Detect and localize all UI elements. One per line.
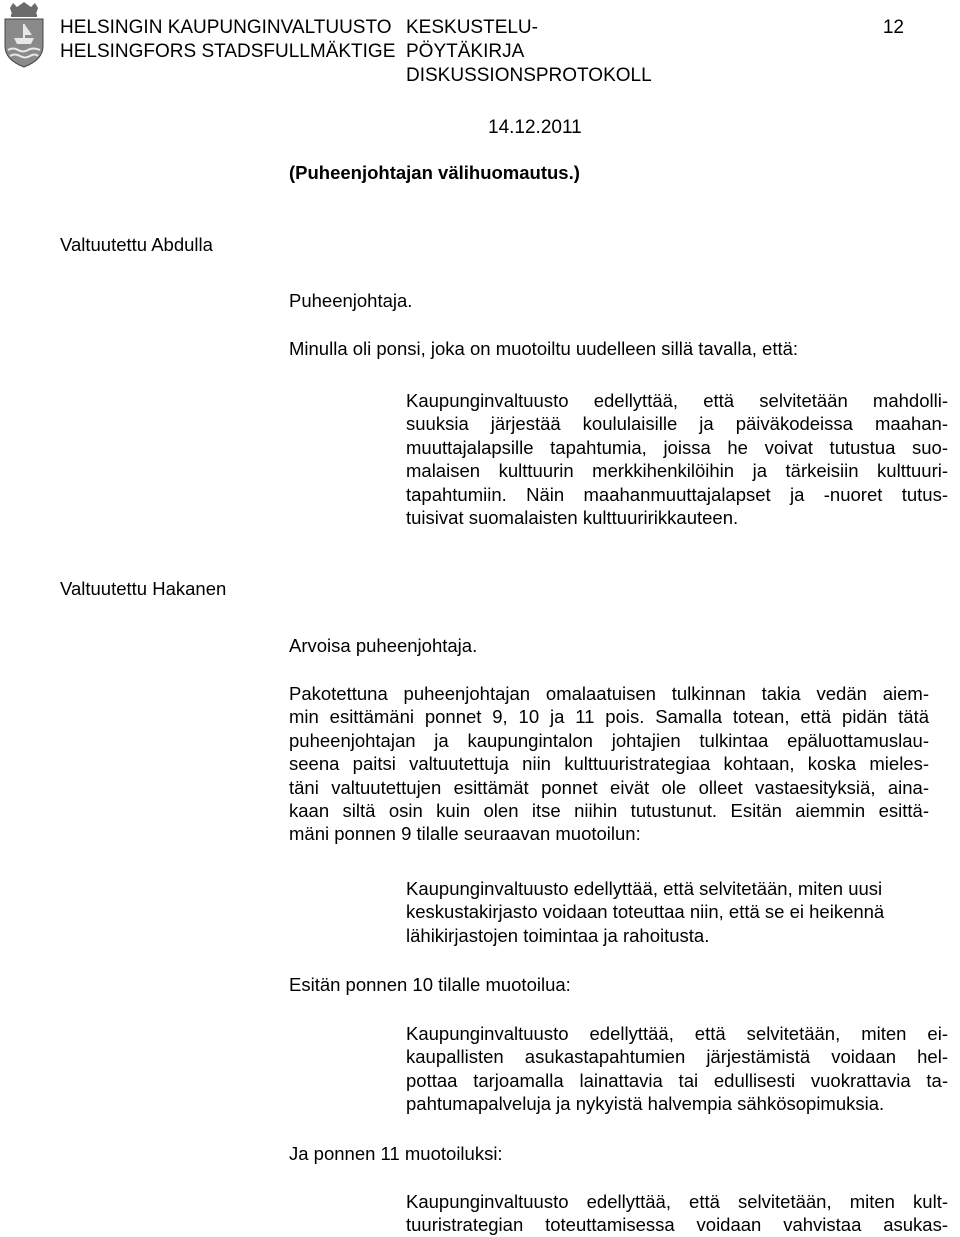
text-line: malaisen kulttuurin merkkihenkilöihin ja tärkeisiin kulttuuri- — [406, 460, 948, 482]
paragraph: Minulla oli ponsi, joka on muotoiltu uudelleen sillä tavalla, että: — [289, 338, 799, 359]
motion-quote — [406, 1022, 948, 1116]
text-line: tuuristrategian toteuttamisessa voidaan vahvistaa asukas- — [406, 1214, 948, 1236]
text-line: seena paitsi valtuutettuja niin kulttuuristrategiaa kohtaan, koska mieles- — [289, 753, 929, 775]
motion-quote — [406, 1190, 948, 1237]
page-number: 12 — [882, 17, 904, 38]
doc-type-line1: KESKUSTELU- — [406, 17, 538, 38]
org-name-fi: HELSINGIN KAUPUNGINVALTUUSTO — [60, 17, 392, 38]
meeting-date: 14.12.2011 — [488, 117, 582, 138]
doc-type-line3: DISKUSSIONSPROTOKOLL — [406, 65, 652, 86]
paragraph — [289, 682, 929, 846]
speaker-name: Valtuutettu Hakanen — [60, 578, 227, 599]
text-line: lähikirjastojen toimintaa ja rahoitusta. — [406, 924, 710, 946]
text-line: pottaa tarjoamalla lainattavia tai edullisesti vuokrattavia ta- — [406, 1069, 948, 1091]
text-line: puheenjohtajan ja kaupungintalon johtajien tulkintaa epäluottamuslau- — [289, 729, 929, 751]
text-line: Kaupunginvaltuusto edellyttää, että selvitetään mahdolli- — [406, 390, 948, 411]
speaker-name: Valtuutettu Abdulla — [60, 234, 213, 255]
paragraph: Esitän ponnen 10 tilalle muotoilua: — [289, 974, 571, 995]
motion-quote — [406, 389, 948, 529]
text-line: täni valtuutettujen esittämät ponnet eivät ole olleet vastaesityksiä, aina- — [289, 776, 929, 798]
text-line: suuksia järjestää koululaisille ja päiväkodeissa maahan- — [406, 413, 948, 435]
salutation: Puheenjohtaja. — [289, 290, 413, 311]
text-line: keskustakirjasto voidaan toteuttaa niin, että se ei heikennä — [406, 901, 885, 923]
text-line: Pakotettuna puheenjohtajan omalaatuisen tulkinnan takia vedän aiem- — [289, 683, 929, 704]
text-line: Kaupunginvaltuusto edellyttää, että selvitetään, miten ei- — [406, 1023, 948, 1044]
doc-type-line2: PÖYTÄKIRJA — [406, 41, 525, 62]
text-line: kaan siltä osin kuin olen itse niihin tutustunut. Esitän aiemmin esittä- — [289, 800, 929, 822]
motion-quote — [406, 877, 954, 947]
salutation: Arvoisa puheenjohtaja. — [289, 635, 478, 656]
helsinki-crest-logo — [2, 2, 46, 68]
chair-interjection: (Puheenjohtajan välihuomautus.) — [289, 162, 580, 183]
text-line: min esittämäni ponnet 9, 10 ja 11 pois. Samalla totean, että pidän tätä — [289, 706, 929, 728]
text-line: Kaupunginvaltuusto edellyttää, että selvitetään, miten uusi — [406, 878, 883, 899]
text-line: muuttajalapsille tapahtumia, joissa he voivat tutustua suo- — [406, 436, 948, 458]
header-organization — [60, 16, 395, 64]
header-doc-type — [406, 16, 652, 88]
text-line: Kaupunginvaltuusto edellyttää, että selvitetään, miten kult- — [406, 1191, 948, 1212]
text-line: tapahtumiin. Näin maahanmuuttajalapset ja -nuoret tutus- — [406, 483, 948, 505]
paragraph: Ja ponnen 11 muotoiluksi: — [289, 1143, 503, 1164]
text-line: kaupallisten asukastapahtumien järjestämistä voidaan hel- — [406, 1046, 948, 1068]
text-line: tuisivat suomalaisten kulttuuririkkauteen. — [406, 507, 739, 529]
text-line: pahtumapalveluja ja nykyistä halvempia sähkösopimuksia. — [406, 1093, 885, 1115]
text-line: mäni ponnen 9 tilalle seuraavan muotoilun: — [289, 823, 641, 845]
org-name-sv: HELSINGFORS STADSFULLMÄKTIGE — [60, 41, 396, 62]
